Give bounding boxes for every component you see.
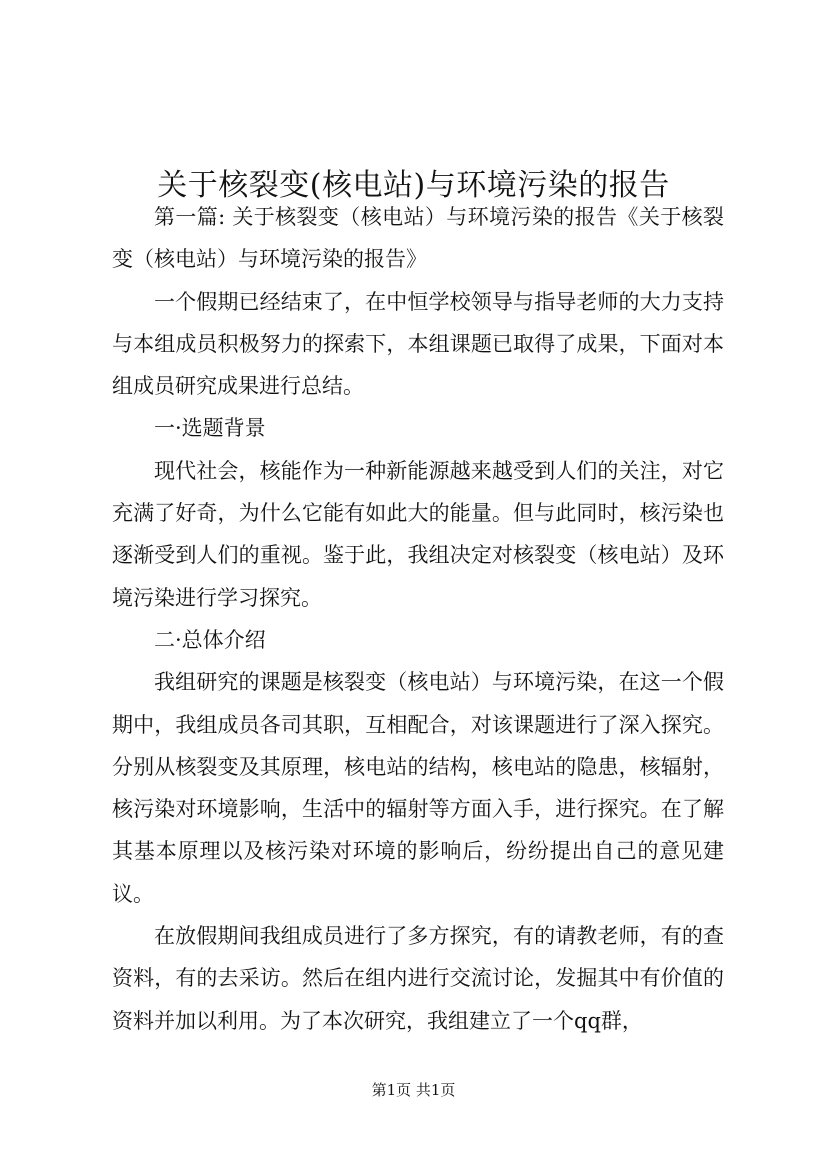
paragraph-overview: 我组研究的课题是核裂变（核电站）与环境污染，在这一个假期中，我组成员各司其职，互相配合，对该课题进行了深入探究。分别从核裂变及其原理，核电站的结构，核电站的隐患，核辐射，核污染对环境影响，生活中的辐射等方面入手，进行探究。在了解其基本原理以及核污染对环境的影响后，纷纷提出自己的意见建议。 <box>112 670 724 906</box>
document-title: 关于核裂变(核电站)与环境污染的报告 <box>157 168 670 204</box>
paragraph-research-methods: 在放假期间我组成员进行了多方探究，有的请教老师，有的查资料，有的去采访。然后在组内进行交流讨论，发掘其中有价值的资料并加以利用。为了本次研究，我组建立了一个qq群， <box>112 924 724 1033</box>
section-heading-overview: 二·总体介绍 <box>154 627 266 652</box>
paragraph-background: 现代社会，核能作为一种新能源越来越受到人们的关注，对它充满了好奇，为什么它能有如此大的能量。但与此同时，核污染也逐渐受到人们的重视。鉴于此，我组决定对核裂变（核电站）及环境污染进行学习探究。 <box>112 458 724 610</box>
page-number-footer: 第1页 共1页 <box>371 1081 456 1099</box>
paragraph-intro: 一个假期已经结束了，在中恒学校领导与指导老师的大力支持与本组成员积极努力的探索下，本组课题已取得了成果，下面对本组成员研究成果进行总结。 <box>112 289 724 399</box>
document-body <box>112 196 724 1042</box>
paragraph-first-section-heading: 第一篇: 关于核裂变（核电站）与环境污染的报告《关于核裂变（核电站）与环境污染的报告》 <box>112 205 724 272</box>
section-heading-topic-background: 一·选题背景 <box>154 416 266 441</box>
